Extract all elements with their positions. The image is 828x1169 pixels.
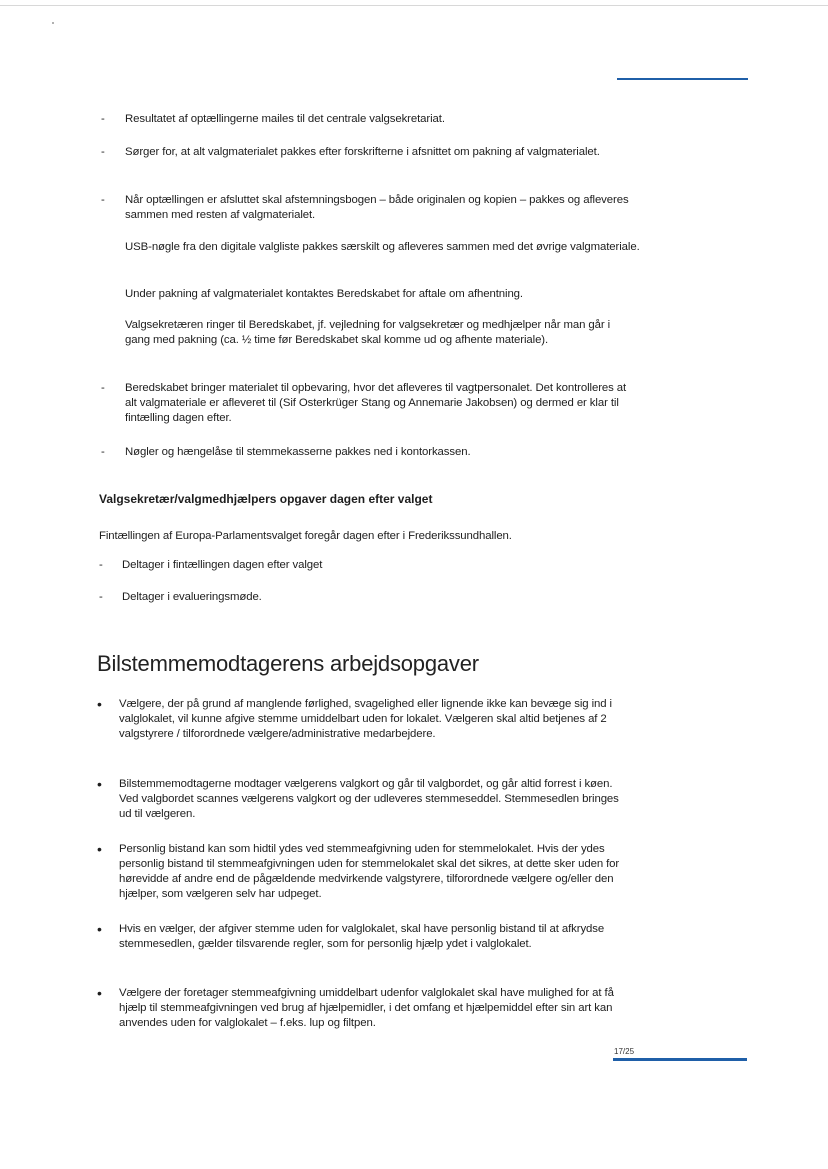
- section-intro: Fintællingen af Europa-Parlamentsvalget foregår dagen efter i Frederikssundhallen.: [99, 530, 512, 542]
- dash-marker: -: [99, 591, 103, 603]
- dash-marker: -: [101, 113, 105, 125]
- list-item: Sørger for, at alt valgmaterialet pakkes efter forskrifterne i afsnittet om pakning af valgmaterialet.: [125, 146, 600, 158]
- list-item: Resultatet af optællingerne mailes til det centrale valgsekretariat.: [125, 113, 445, 125]
- bullet-item: Hvis en vælger, der afgiver stemme uden for valglokalet, skal have personlig bistand til at afkrydse stemmesedlen, gælder tilsvarende regler, som for personlig hjælp ydet i valglokalet.: [119, 923, 605, 950]
- dash-marker: -: [101, 194, 105, 206]
- list-item: Når optællingen er afsluttet skal afstemningsbogen – både originalen og kopien – pakkes og afleveres sammen med resten af valgmaterialet.: [125, 194, 629, 221]
- list-item: Nøgler og hængelåse til stemmekasserne pakkes ned i kontorkassen.: [125, 446, 471, 458]
- scan-artifact: [52, 22, 54, 24]
- bullet-marker: •: [97, 776, 102, 792]
- dash-marker: -: [99, 559, 103, 571]
- sub-paragraph: Valgsekretæren ringer til Beredskabet, jf. vejledning for valgsekretær og medhjælper når man går i gang med pakning (ca. ½ time før Beredskabet skal komme ud og afhente materiale).: [125, 319, 611, 346]
- bullet-item: Vælgere, der på grund af manglende førlighed, svagelighed eller lignende ikke kan bevæge sig ind i valglokalet, vil kunne afgive stemme umiddelbart uden for lokalet. Vælgeren skal altid betjenes af 2 valgstyrere / tilforordnede vælgere/administrative medarbejdere.: [119, 698, 612, 740]
- dash-marker: -: [101, 146, 105, 158]
- header-accent-line: [617, 78, 748, 80]
- list-item: Deltager i fintællingen dagen efter valget: [122, 559, 323, 571]
- bullet-marker: •: [97, 921, 102, 937]
- sub-paragraph: USB-nøgle fra den digitale valgliste pakkes særskilt og afleveres sammen med det øvrige valgmateriale.: [125, 241, 640, 253]
- dash-marker: -: [101, 382, 105, 394]
- list-item: Beredskabet bringer materialet til opbevaring, hvor det afleveres til vagtpersonalet. Det kontrolleres at alt valgmateriale er afleveret til (Sif Osterkrüger Stang og Annemarie Jakobsen) og dermed er klar til fintælling dagen efter.: [125, 382, 627, 424]
- dash-marker: -: [101, 446, 105, 458]
- bullet-item: Personlig bistand kan som hidtil ydes ved stemmeafgivning uden for stemmelokalet. Hvis der ydes personlig bistand til stemmeafgivningen uden for stemmelokalet skal det sikres, at dette sker uden for hørevidde af andre end de pågældende medvirkende valgstyrere, tilforordnede vælgere og/eller den hjælper, som vælgeren selv har udpeget.: [119, 843, 620, 900]
- bullet-marker: •: [97, 696, 102, 712]
- bullet-marker: •: [97, 985, 102, 1001]
- page-heading: Bilstemmemodtagerens arbejdsopgaver: [97, 651, 479, 676]
- bullet-item: Bilstemmemodtagerne modtager vælgerens valgkort og går til valgbordet, og går altid forrest i køen. Ved valgbordet scannes vælgerens valgkort og der udleveres stemmeseddel. Stemmesedlen bringes ud til vælgeren.: [119, 778, 619, 820]
- list-item: Deltager i evalueringsmøde.: [122, 591, 262, 603]
- footer-accent-line: [613, 1058, 747, 1061]
- page-number: 17/25: [614, 1047, 635, 1056]
- bullet-item: Vælgere der foretager stemmeafgivning umiddelbart udenfor valglokalet skal have mulighed for at få hjælp til stemmeafgivningen ved brug af hjælpemidler, i det omfang et hjælpemiddel efter sin art kan anvendes uden for valglokalet – f.eks. lup og filtpen.: [119, 987, 614, 1029]
- bullet-marker: •: [97, 841, 102, 857]
- section-heading: Valgsekretær/valgmedhjælpers opgaver dagen efter valget: [99, 492, 433, 506]
- sub-paragraph: Under pakning af valgmaterialet kontaktes Beredskabet for aftale om afhentning.: [125, 288, 523, 300]
- top-rule: [0, 5, 828, 6]
